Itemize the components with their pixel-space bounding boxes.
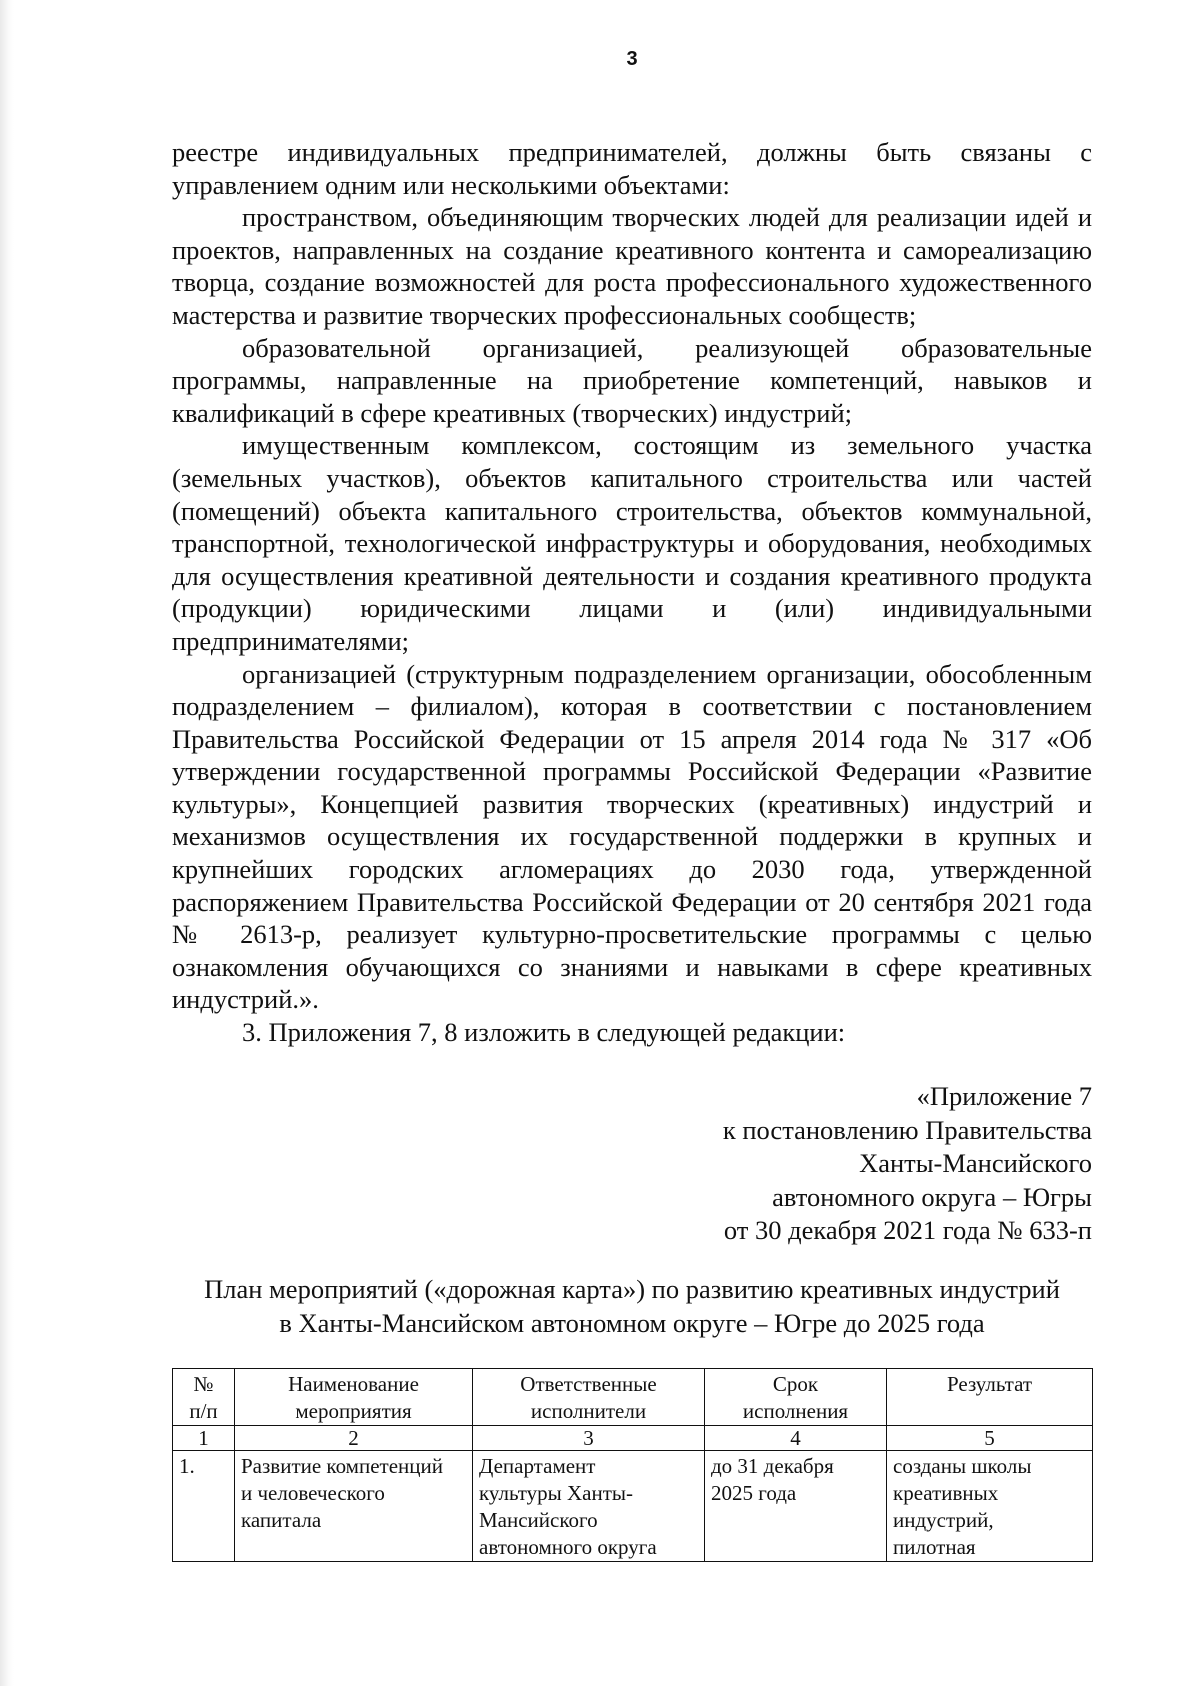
- appendix-header: [560, 1080, 1092, 1248]
- header-number-l1: №: [193, 1372, 214, 1396]
- header-deadline-l1: Срок: [772, 1372, 819, 1396]
- header-executors-l2: исполнители: [530, 1399, 647, 1423]
- header-executors-l1: Ответственные: [520, 1372, 657, 1396]
- cell-line: и человеческого: [241, 1481, 385, 1505]
- column-number: 5: [887, 1426, 1093, 1451]
- plan-title-line: в Ханты-Мансийском автономном округе – Югре до 2025 года: [279, 1308, 985, 1338]
- table-row: [173, 1451, 1093, 1562]
- scan-edge: [0, 0, 14, 1686]
- header-number-l2: п/п: [189, 1399, 218, 1423]
- cell-line: культуры Ханты-: [479, 1481, 634, 1505]
- header-executors: [473, 1369, 705, 1426]
- plan-title: [100, 1272, 1164, 1340]
- column-number: 1: [173, 1426, 235, 1451]
- column-number-row: [173, 1426, 1093, 1451]
- column-number: 3: [473, 1426, 705, 1451]
- cell-name: [235, 1451, 473, 1562]
- paragraph-continuation: реестре индивидуальных предпринимателей, должны быть связаны с управлением одним или несколькими объектами:: [172, 137, 1092, 200]
- plan-table: [172, 1368, 1093, 1562]
- plan-title-line: План мероприятий («дорожная карта») по развитию креативных индустрий: [204, 1274, 1060, 1304]
- header-name-l2: мероприятия: [295, 1399, 412, 1423]
- cell-line: 1.: [179, 1454, 195, 1478]
- body-text: [172, 136, 1092, 1049]
- cell-line: 2025 года: [711, 1481, 797, 1505]
- appendix-line: «Приложение 7: [916, 1081, 1092, 1111]
- cell-line: Мансийского: [479, 1508, 598, 1532]
- column-number: 2: [235, 1426, 473, 1451]
- cell-line: до 31 декабря: [711, 1454, 834, 1478]
- appendix-line: к постановлению Правительства: [722, 1114, 1092, 1145]
- cell-line: автономного округа: [479, 1535, 657, 1559]
- header-name-l1: Наименование: [288, 1372, 419, 1396]
- paragraph-property: имущественным комплексом, состоящим из земельного участка (земельных участков), объектов капитального строительства или частей (помещений) объекта капитального строительства, объектов коммунальной, транспортной, технологической инфраструктуры и оборудования, необходимых для осуществления креативной деятельности и создания креативного продукта (продукции) юридическими лицами и (или) индивидуальными предпринимателями;: [172, 430, 1092, 656]
- cell-line: Развитие компетенций: [241, 1454, 443, 1478]
- page-number: 3: [626, 48, 638, 70]
- paragraph-space: пространством, объединяющим творческих людей для реализации идей и проектов, направленных на создание креативного контента и самореализацию творца, создание возможностей для роста профессионального художественного мастерства и развитие творческих профессиональных сообществ;: [172, 202, 1092, 330]
- appendix-line: Ханты-Мансийского: [859, 1148, 1092, 1178]
- column-number: 4: [705, 1426, 887, 1451]
- appendix-line: автономного округа – Югры: [772, 1181, 1092, 1212]
- table-header-row: [173, 1369, 1093, 1426]
- cell-line: Департамент: [479, 1454, 596, 1478]
- cell-line: креативных: [893, 1481, 999, 1505]
- appendix-line: от 30 декабря 2021 года № 633-п: [723, 1215, 1092, 1245]
- header-deadline-l2: исполнения: [742, 1399, 849, 1423]
- cell-result: [887, 1451, 1093, 1562]
- header-result: [887, 1369, 1093, 1426]
- cell-deadline: [705, 1451, 887, 1562]
- paragraph-education: образовательной организацией, реализующей образовательные программы, направленные на приобретение компетенций, навыков и квалификаций в сфере креативных (творческих) индустрий;: [172, 332, 1092, 428]
- cell-line: индустрий,: [893, 1508, 994, 1532]
- cell-line: капитала: [241, 1508, 322, 1532]
- cell-line: пилотная: [893, 1535, 976, 1559]
- cell-executors: [473, 1451, 705, 1562]
- header-name: [235, 1369, 473, 1426]
- header-result-l1: Результат: [946, 1372, 1033, 1396]
- header-deadline: [705, 1369, 887, 1426]
- header-number: [173, 1369, 235, 1426]
- cell-line: созданы школы: [893, 1454, 1032, 1478]
- paragraph-item-3: 3. Приложения 7, 8 изложить в следующей редакции:: [242, 1017, 846, 1048]
- paragraph-organization: организацией (структурным подразделением организации, обособленным подразделением – филиалом), которая в соответствии с постановлением Правительства Российской Федерации от 15 апреля 2014 года № 317 «Об утверждении государственной программы Российской Федерации «Развитие культуры», Концепцией развития творческих (креативных) индустрий и механизмов осуществления их государственной поддержки в крупных и крупнейших городских агломерациях до 2030 года, утвержденной распоряжением Правительства Российской Федерации от 20 сентября 2021 года № 2613-р, реализует культурно-просветительские программы с целью ознакомления обучающихся со знаниями и навыками в сфере креативных индустрий.».: [172, 658, 1092, 1015]
- cell-number: [173, 1451, 235, 1562]
